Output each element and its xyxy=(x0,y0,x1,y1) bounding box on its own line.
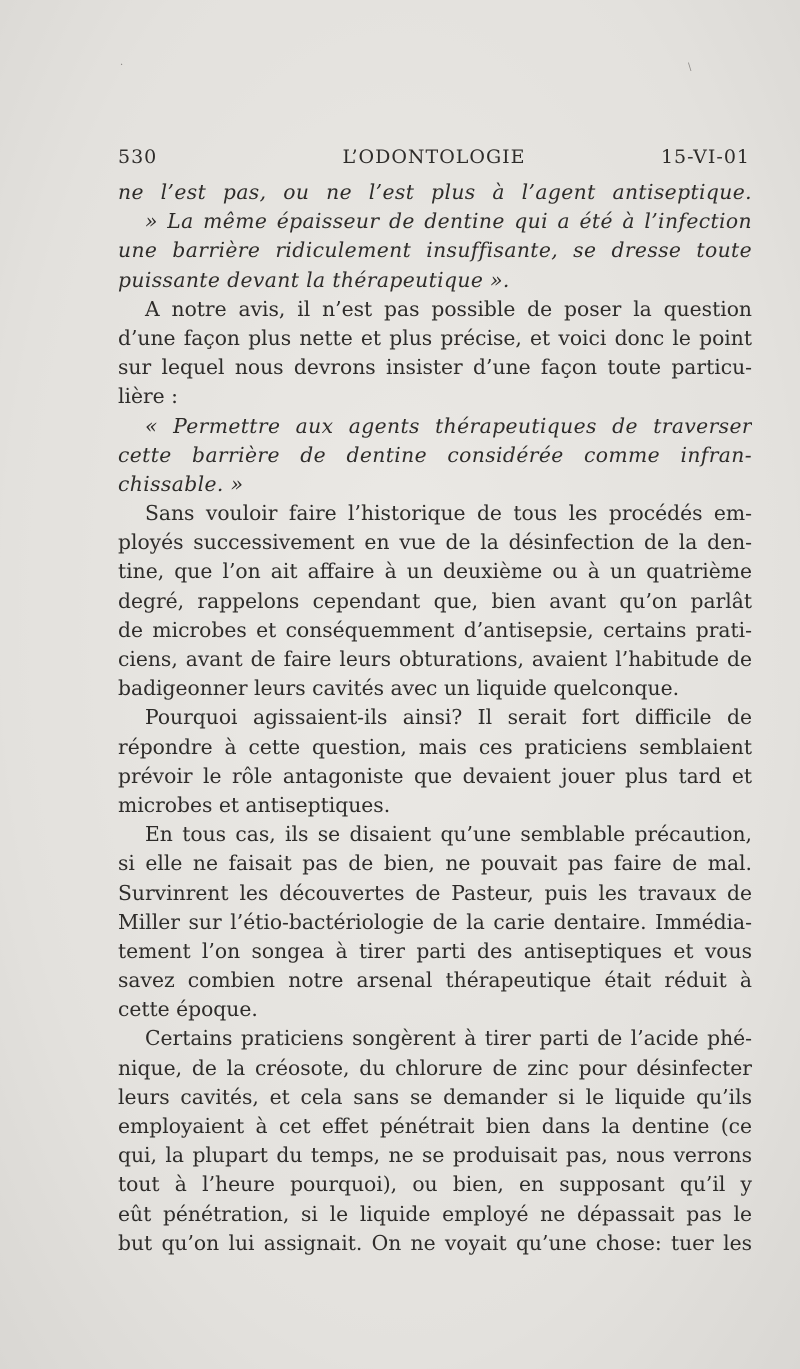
text-line: but qu’on lui assignait. On ne voyait qu’une chose: tuer les xyxy=(118,1230,752,1255)
text-line: de microbes et conséquemment d’antisepsie, certains prati- xyxy=(118,617,752,642)
text-line: Certains praticiens songèrent à tirer parti de l’acide phé- xyxy=(145,1026,752,1051)
text-line: prévoir le rôle antagoniste que devaient jouer plus tard et xyxy=(118,763,752,788)
text-line: cette époque. xyxy=(118,997,258,1022)
text-line: leurs cavités, et cela sans se demander si le liquide qu’ils xyxy=(118,1084,752,1109)
running-title: L’ODONTOLOGIE xyxy=(342,146,526,168)
page-header xyxy=(118,146,750,172)
text-line: répondre à cette question, mais ces praticiens semblaient xyxy=(118,734,752,759)
text-line: lière : xyxy=(118,384,178,409)
text-line: cette barrière de dentine considérée comme infran- xyxy=(118,442,752,467)
text-line: Survinrent les découvertes de Pasteur, puis les travaux de xyxy=(118,880,752,905)
body-text xyxy=(118,178,752,1258)
text-line: qui, la plupart du temps, ne se produisait pas, nous verrons xyxy=(118,1143,752,1168)
text-line: employaient à cet effet pénétrait bien dans la dentine (ce xyxy=(118,1114,752,1138)
text-line: Sans vouloir faire l’historique de tous les procédés em- xyxy=(145,501,752,526)
text-line: microbes et antiseptiques. xyxy=(118,792,391,817)
text-line: eût pénétration, si le liquide employé ne dépassait pas le xyxy=(118,1201,752,1226)
text-line: puissante devant la thérapeutique ». xyxy=(118,267,510,292)
text-line: tout à l’heure pourquoi), ou bien, en supposant qu’il y xyxy=(118,1172,752,1197)
text-line: nique, de la créosote, du chlorure de zinc pour désinfecter xyxy=(118,1055,752,1080)
issue-date: 15-VI-01 xyxy=(660,146,750,168)
text-line: ployés successivement en vue de la désinfection de la den- xyxy=(118,530,752,555)
paper-speck: \ xyxy=(688,62,692,73)
text-line: tine, que l’on ait affaire à un deuxième ou à un quatrième xyxy=(118,559,752,584)
page-number: 530 xyxy=(118,146,158,168)
text-line: savez combien notre arsenal thérapeutique était réduit à xyxy=(118,968,752,993)
text-line: une barrière ridiculement insuffisante, se dresse toute xyxy=(118,238,752,263)
paper-speck: · xyxy=(120,60,124,71)
text-line: A notre avis, il n’est pas possible de poser la question xyxy=(145,296,752,321)
text-line: « Permettre aux agents thérapeutiques de traverser xyxy=(145,413,752,438)
text-line: tement l’on songea à tirer parti des antiseptiques et vous xyxy=(118,938,752,963)
text-line: sur lequel nous devrons insister d’une façon toute particu- xyxy=(118,355,752,380)
text-line: d’une façon plus nette et plus précise, et voici donc le point xyxy=(118,325,752,350)
text-line: si elle ne faisait pas de bien, ne pouvait pas faire de mal. xyxy=(118,851,752,876)
text-line: Miller sur l’étio-bactériologie de la carie dentaire. Immédia- xyxy=(118,909,752,934)
text-line: En tous cas, ils se disaient qu’une semblable précaution, xyxy=(145,822,752,847)
text-line: ciens, avant de faire leurs obturations, avaient l’habitude de xyxy=(118,647,752,671)
text-line: » La même épaisseur de dentine qui a été à l’infection xyxy=(145,209,752,234)
text-line: badigeonner leurs cavités avec un liquide quelconque. xyxy=(118,676,680,701)
text-line: degré, rappelons cependant que, bien avant qu’on parlât xyxy=(118,588,752,613)
text-line: chissable. » xyxy=(118,471,244,496)
text-line: ne l’est pas, ou ne l’est plus à l’agent antiseptique. xyxy=(118,180,752,204)
text-line: Pourquoi agissaient-ils ainsi? Il serait fort difficile de xyxy=(145,705,752,730)
